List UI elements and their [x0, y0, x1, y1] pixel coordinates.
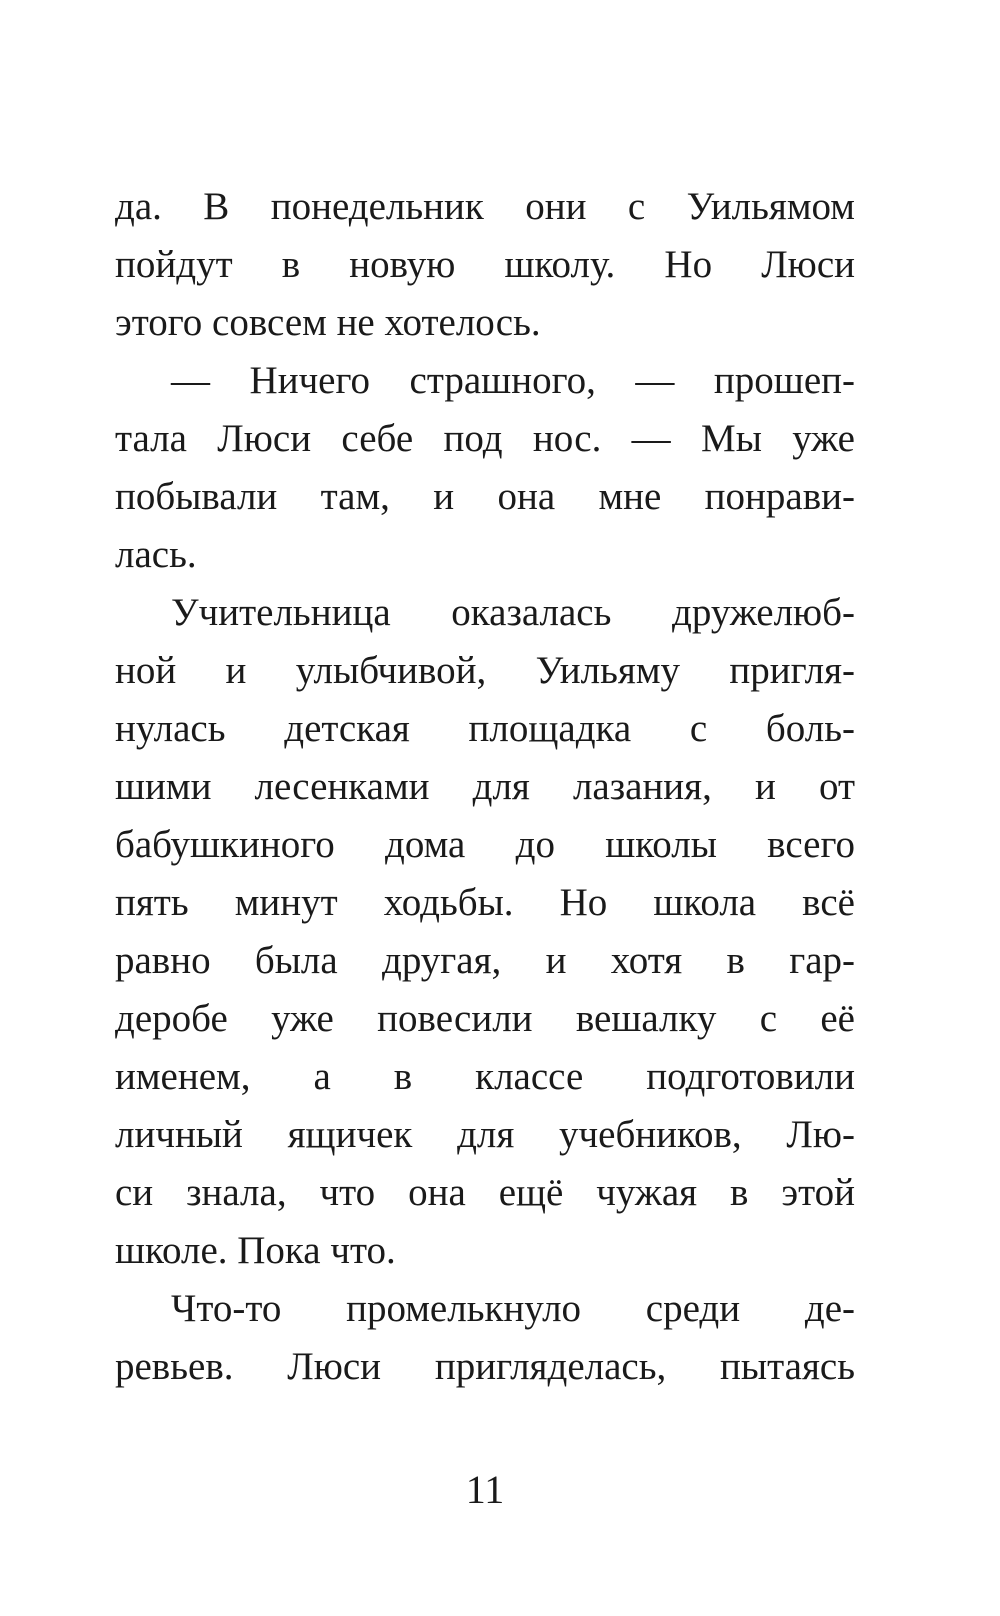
text-line: этого совсем не хотелось. — [115, 301, 541, 344]
text-line: бабушкиного дома до школы всего — [115, 823, 855, 866]
text-line: личный ящичек для учебников, Лю- — [115, 1113, 855, 1156]
text-line: да. В понедельник они с Уильямом — [115, 185, 855, 228]
text-line: нулась детская площадка с боль- — [115, 707, 855, 750]
body-text — [115, 178, 855, 1396]
text-line: си знала, что она ещё чужая в этой — [115, 1171, 855, 1214]
text-line: ной и улыбчивой, Уильяму пригля- — [115, 649, 855, 692]
text-line: Учительница оказалась дружелюб- — [171, 591, 855, 634]
text-line: школе. Пока что. — [115, 1229, 396, 1272]
text-line: деробе уже повесили вешалку с её — [115, 997, 855, 1040]
text-line: пять минут ходьбы. Но школа всё — [115, 881, 855, 924]
text-line: Что-то промелькнуло среди де- — [171, 1287, 855, 1330]
text-line: именем, а в классе подготовили — [115, 1055, 855, 1098]
text-line: тала Люси себе под нос. — Мы уже — [115, 417, 855, 460]
text-line: лась. — [115, 533, 197, 576]
text-line: равно была другая, и хотя в гар- — [115, 939, 855, 982]
text-line: — Ничего страшного, — прошеп- — [171, 359, 855, 402]
text-line: побывали там, и она мне понрави- — [115, 475, 855, 518]
text-line: шими лесенками для лазания, и от — [115, 765, 855, 808]
text-line: ревьев. Люси пригляделась, пытаясь — [115, 1345, 855, 1388]
text-line: пойдут в новую школу. Но Люси — [115, 243, 855, 286]
page-number: 11 — [465, 1467, 505, 1512]
